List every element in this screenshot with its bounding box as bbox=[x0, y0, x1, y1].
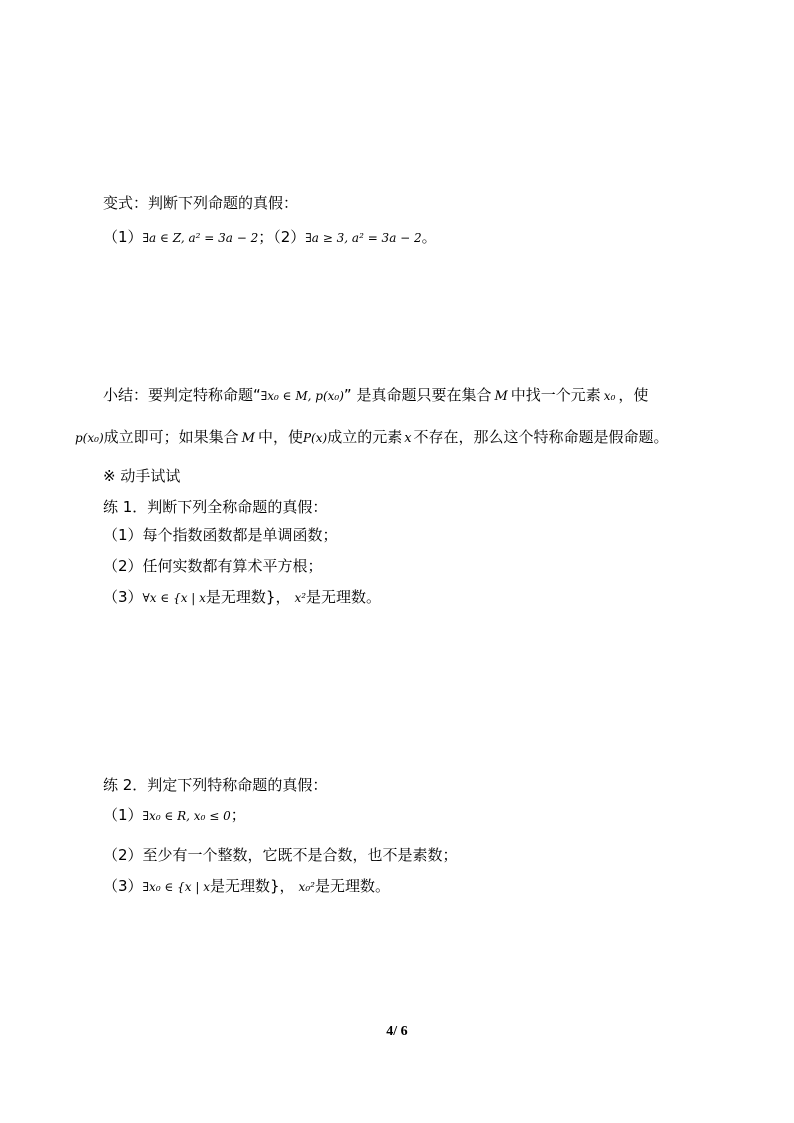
variant-title: 变式：判断下列命题的真假： bbox=[103, 194, 299, 212]
ex2-item3-formula: ∃x₀ ∈ {x | x bbox=[142, 880, 210, 894]
summary-text-5: 成立即可；如果集合 bbox=[103, 428, 239, 446]
ex2-item1-number: （1） bbox=[103, 806, 143, 824]
page-number: 4/ 6 bbox=[386, 1024, 408, 1039]
summary-element-x: x bbox=[404, 431, 412, 446]
variant-items bbox=[103, 227, 437, 248]
ex2-item1-end: ； bbox=[230, 806, 246, 824]
variant-item1-number: （1） bbox=[103, 228, 143, 246]
ex1-item3-number: （3） bbox=[103, 588, 143, 606]
ex2-item3-formula2: x₀² bbox=[298, 880, 315, 894]
summary-element-x0: x₀ bbox=[603, 389, 616, 403]
ex1-item3-text1: 是无理数}， bbox=[205, 588, 291, 606]
ex1-item3-text2: 是无理数。 bbox=[306, 588, 382, 606]
variant-item2-formula: ∃a ≥ 3, a² = 3a − 2 bbox=[305, 231, 422, 245]
ex2-item3-text1: 是无理数}， bbox=[210, 877, 295, 895]
ex1-item3-formula2: x² bbox=[294, 591, 307, 605]
ex2-item3-text2: 是无理数。 bbox=[314, 877, 390, 895]
ex2-item1 bbox=[103, 805, 246, 826]
variant-item1-separator: ； bbox=[258, 228, 274, 246]
summary-text-1: 小结：要判定特称命题“ bbox=[103, 386, 261, 404]
summary-text-7: 成立的元素 bbox=[327, 428, 403, 446]
ex1-item2: （2）任何实数都有算术平方根； bbox=[103, 557, 323, 575]
try-heading: ※ 动手试试 bbox=[103, 467, 181, 485]
summary-line2 bbox=[75, 427, 669, 449]
summary-line1 bbox=[103, 385, 648, 407]
ex2-item1-formula: ∃x₀ ∈ R, x₀ ≤ 0 bbox=[142, 809, 231, 823]
ex2-item2: （2）至少有一个整数，它既不是合数，也不是素数； bbox=[103, 846, 458, 864]
ex2-item3-number: （3） bbox=[103, 877, 143, 895]
ex1-item1: （1）每个指数函数都是单调函数； bbox=[103, 526, 338, 544]
variant-item2-number: （2） bbox=[273, 228, 306, 246]
summary-set-M: M bbox=[494, 389, 508, 404]
ex1-item3-formula: ∀x ∈ {x | x bbox=[142, 591, 206, 605]
summary-text-6: 中，使 bbox=[257, 428, 303, 446]
summary-text-4: ，使 bbox=[618, 386, 649, 404]
variant-item1-formula: ∃a ∈ Z, a² = 3a − 2 bbox=[142, 231, 259, 245]
summary-set-M2: M bbox=[241, 431, 255, 446]
summary-formula: ∃x₀ ∈ M, p(x₀) bbox=[260, 389, 344, 403]
ex2-title: 练 2．判定下列特称命题的真假： bbox=[103, 776, 328, 794]
summary-text-8: 不存在，那么这个特称命题是假命题。 bbox=[413, 428, 669, 446]
ex2-item3 bbox=[103, 876, 390, 897]
ex1-item3 bbox=[103, 587, 381, 608]
summary-text-3: 中找一个元素 bbox=[510, 386, 601, 404]
ex1-title: 练 1．判断下列全称命题的真假： bbox=[103, 498, 328, 516]
variant-item2-end: 。 bbox=[421, 228, 437, 246]
summary-p-x0: p(x₀) bbox=[75, 431, 104, 445]
summary-text-2: ” 是真命题只要在集合 bbox=[343, 386, 492, 404]
summary-P-x: P(x) bbox=[302, 431, 328, 445]
